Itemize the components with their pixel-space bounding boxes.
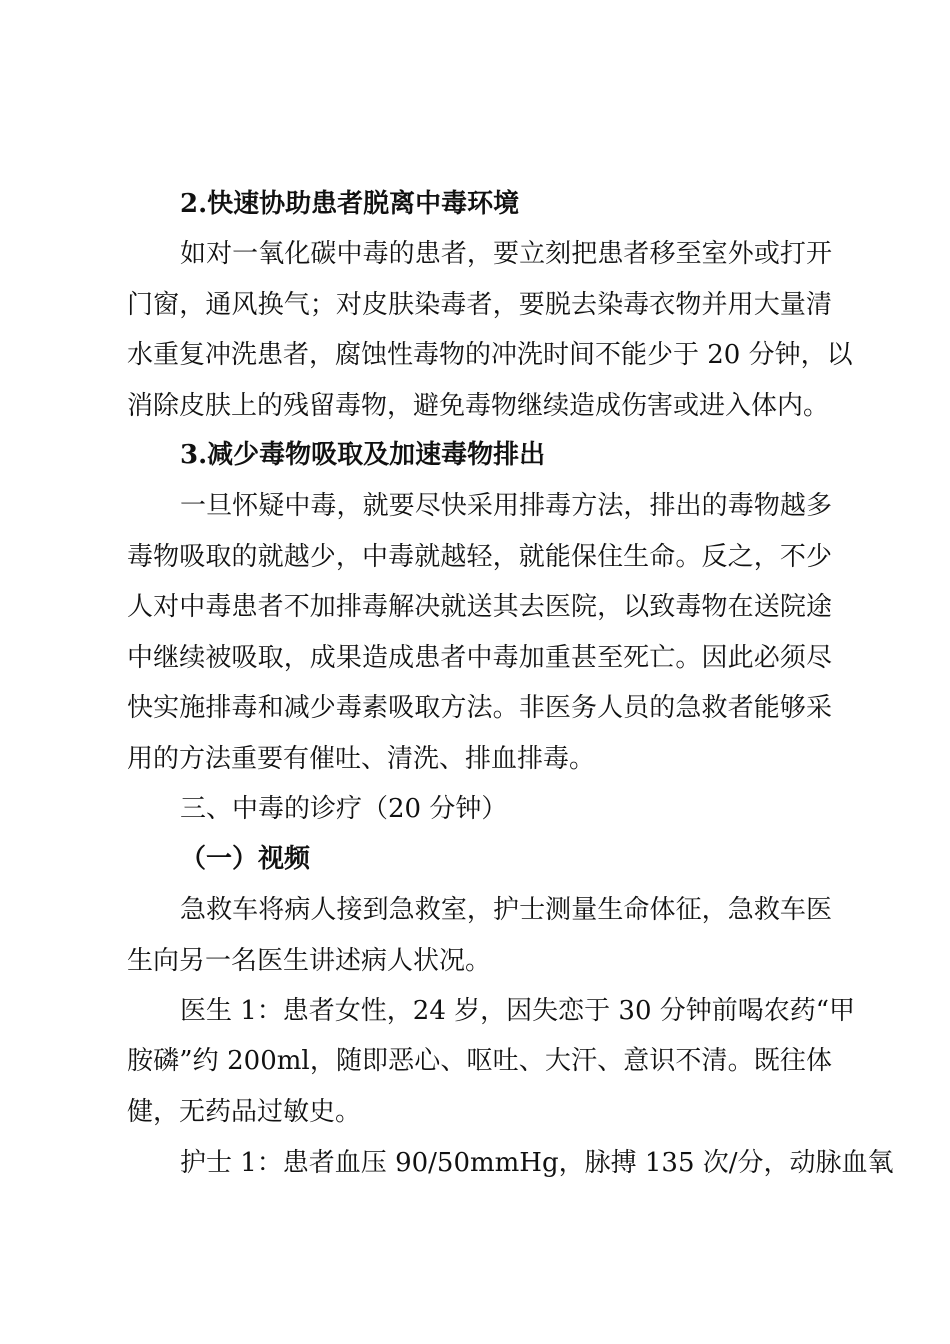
paragraph-line: 护士 1：患者血压 90/50mmHg，脉搏 135 次/分，动脉血氧 (180, 1148, 894, 1178)
section-heading: 3.减少毒物吸取及加速毒物排出 (180, 440, 546, 470)
paragraph-line: 如对一氧化碳中毒的患者，要立刻把患者移至室外或打开 (180, 239, 832, 269)
paragraph-line: 门窗，通风换气；对皮肤染毒者，要脱去染毒衣物并用大量清 (127, 290, 832, 320)
paragraph-line: 医生 1：患者女性，24 岁，因失恋于 30 分钟前喝农药“甲 (180, 996, 856, 1026)
paragraph-line: 健，无药品过敏史。 (127, 1097, 362, 1127)
part-heading: 三、中毒的诊疗（20 分钟） (180, 794, 508, 824)
subsection-heading: （一）视频 (180, 844, 311, 874)
paragraph-line: 胺磷”约 200ml，随即恶心、呕吐、大汗、意识不清。既往体 (127, 1046, 832, 1076)
paragraph-line: 用的方法重要有催吐、清洗、排血排毒。 (127, 744, 596, 774)
section-heading: 2.快速协助患者脱离中毒环境 (180, 189, 520, 219)
paragraph-line: 中继续被吸取，成果造成患者中毒加重甚至死亡。因此必须尽 (127, 643, 832, 673)
paragraph-line: 消除皮肤上的残留毒物，避免毒物继续造成伤害或进入体内。 (127, 391, 830, 421)
paragraph-line: 生向另一名医生讲述病人状况。 (127, 946, 492, 976)
paragraph-line: 水重复冲洗患者，腐蚀性毒物的冲洗时间不能少于 20 分钟，以 (127, 340, 853, 370)
paragraph-line: 快实施排毒和减少毒素吸取方法。非医务人员的急救者能够采 (127, 693, 832, 723)
paragraph-line: 一旦怀疑中毒，就要尽快采用排毒方法，排出的毒物越多 (180, 491, 832, 521)
paragraph-line: 毒物吸取的就越少，中毒就越轻，就能保住生命。反之，不少 (127, 542, 832, 572)
paragraph-line: 人对中毒患者不加排毒解决就送其去医院，以致毒物在送院途 (127, 592, 832, 622)
paragraph-line: 急救车将病人接到急救室，护士测量生命体征，急救车医 (180, 895, 832, 925)
